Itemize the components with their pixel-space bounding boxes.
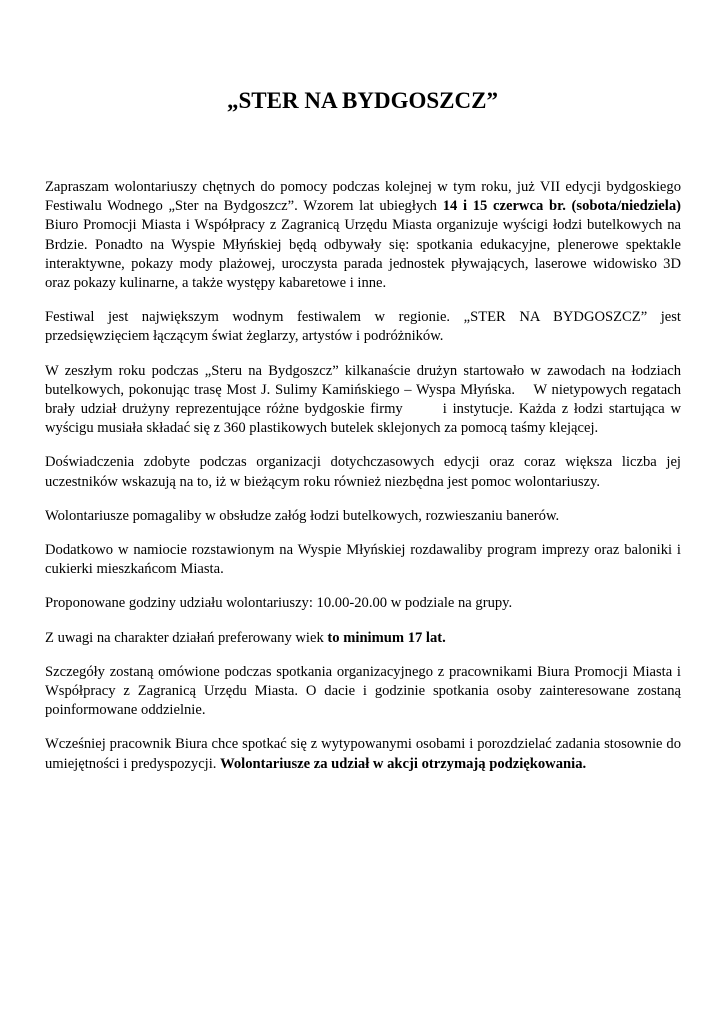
paragraph-meeting: Szczegóły zostaną omówione podczas spotkania organizacyjnego z pracownikami Biura Promocji Miasta i Współpracy z Zagranicą Urzędu Miasta. O dacie i godzinie spotkania osoby zainteresowane zostaną poinformowane oddzielnie. bbox=[45, 663, 681, 719]
paragraph-age-text: Z uwagi na charakter działań preferowany wiek bbox=[45, 629, 328, 646]
paragraph-experience: Doświadczenia zdobyte podczas organizacji dotychczasowych edycji oraz coraz większa liczba jej uczestników wskazują na to, iż w bieżącym roku również niezbędna jest pomoc wolontariuszy. bbox=[45, 454, 681, 490]
document-title: „STER NA BYDGOSZCZ” bbox=[227, 88, 498, 113]
thanks-note: Wolontariusze za udział w akcji otrzymają podziękowania. bbox=[220, 755, 587, 772]
paragraph-closing-text: Wcześniej pracownik Biura chce spotkać się z wytypowanymi osobami i porozdzielać zadania stosownie do umiejętności i predyspozycji. bbox=[45, 736, 681, 772]
paragraph-intro bbox=[45, 178, 681, 293]
paragraph-tent: Dodatkowo w namiocie rozstawionym na Wyspie Młyńskiej rozdawaliby program imprezy oraz baloniki i cukierki mieszkańcom Miasta. bbox=[45, 542, 681, 578]
event-dates: 14 i 15 czerwca br. (sobota/niedziela) bbox=[442, 198, 681, 215]
document-body bbox=[45, 178, 685, 789]
paragraph-age bbox=[45, 629, 681, 648]
paragraph-tasks: Wolontariusze pomagaliby w obsłudze załóg łodzi butelkowych, rozwieszaniu banerów. bbox=[45, 507, 560, 524]
paragraph-closing bbox=[45, 735, 681, 773]
paragraph-intro-text-a: Zapraszam wolontariuszy chętnych do pomocy podczas kolejnej w tym roku, już VII edycji bydgoskiego Festiwalu Wodnego „Ster na Bydgoszcz”. Wzorem lat ubiegłych bbox=[45, 179, 681, 215]
paragraph-hours: Proponowane godziny udziału wolontariuszy: 10.00-20.00 w podziale na grupy. bbox=[45, 595, 513, 612]
paragraph-festival: Festiwal jest największym wodnym festiwalem w regionie. „STER NA BYDGOSZCZ” jest przedsięwzięciem łączącym świat żeglarzy, artystów i podróżników. bbox=[45, 309, 681, 345]
paragraph-last-year: W zeszłym roku podczas „Steru na Bydgoszcz” kilkanaście drużyn startowało w zawodach na łodziach butelkowych, pokonując trasę Most J. Sulimy Kamińskiego – Wyspa Młyńska. W nietypowych regatach brały udział drużyny reprezentujące różne bydgoskie firmy i instytucje. Każda z łodzi startująca w wyścigu musiała składać się z 360 plastikowych butelek sklejonych za pomocą taśmy klejącej. bbox=[45, 362, 685, 437]
paragraph-intro-text-c: Biuro Promocji Miasta i Współpracy z Zagranicą Urzędu Miasta organizuje wyścigi łodzi butelkowych na Brdzie. Ponadto na Wyspie Młyńskiej będą odbywały się: spotkania edukacyjne, plenerowe spektakle interaktywne, pokazy mody plażowej, uroczysta parada jednostek pływających, laserowe widowisko 3D oraz pokazy kulinarne, a także występy kabaretowe i inne. bbox=[45, 217, 681, 292]
minimum-age: to minimum 17 lat. bbox=[327, 629, 446, 646]
